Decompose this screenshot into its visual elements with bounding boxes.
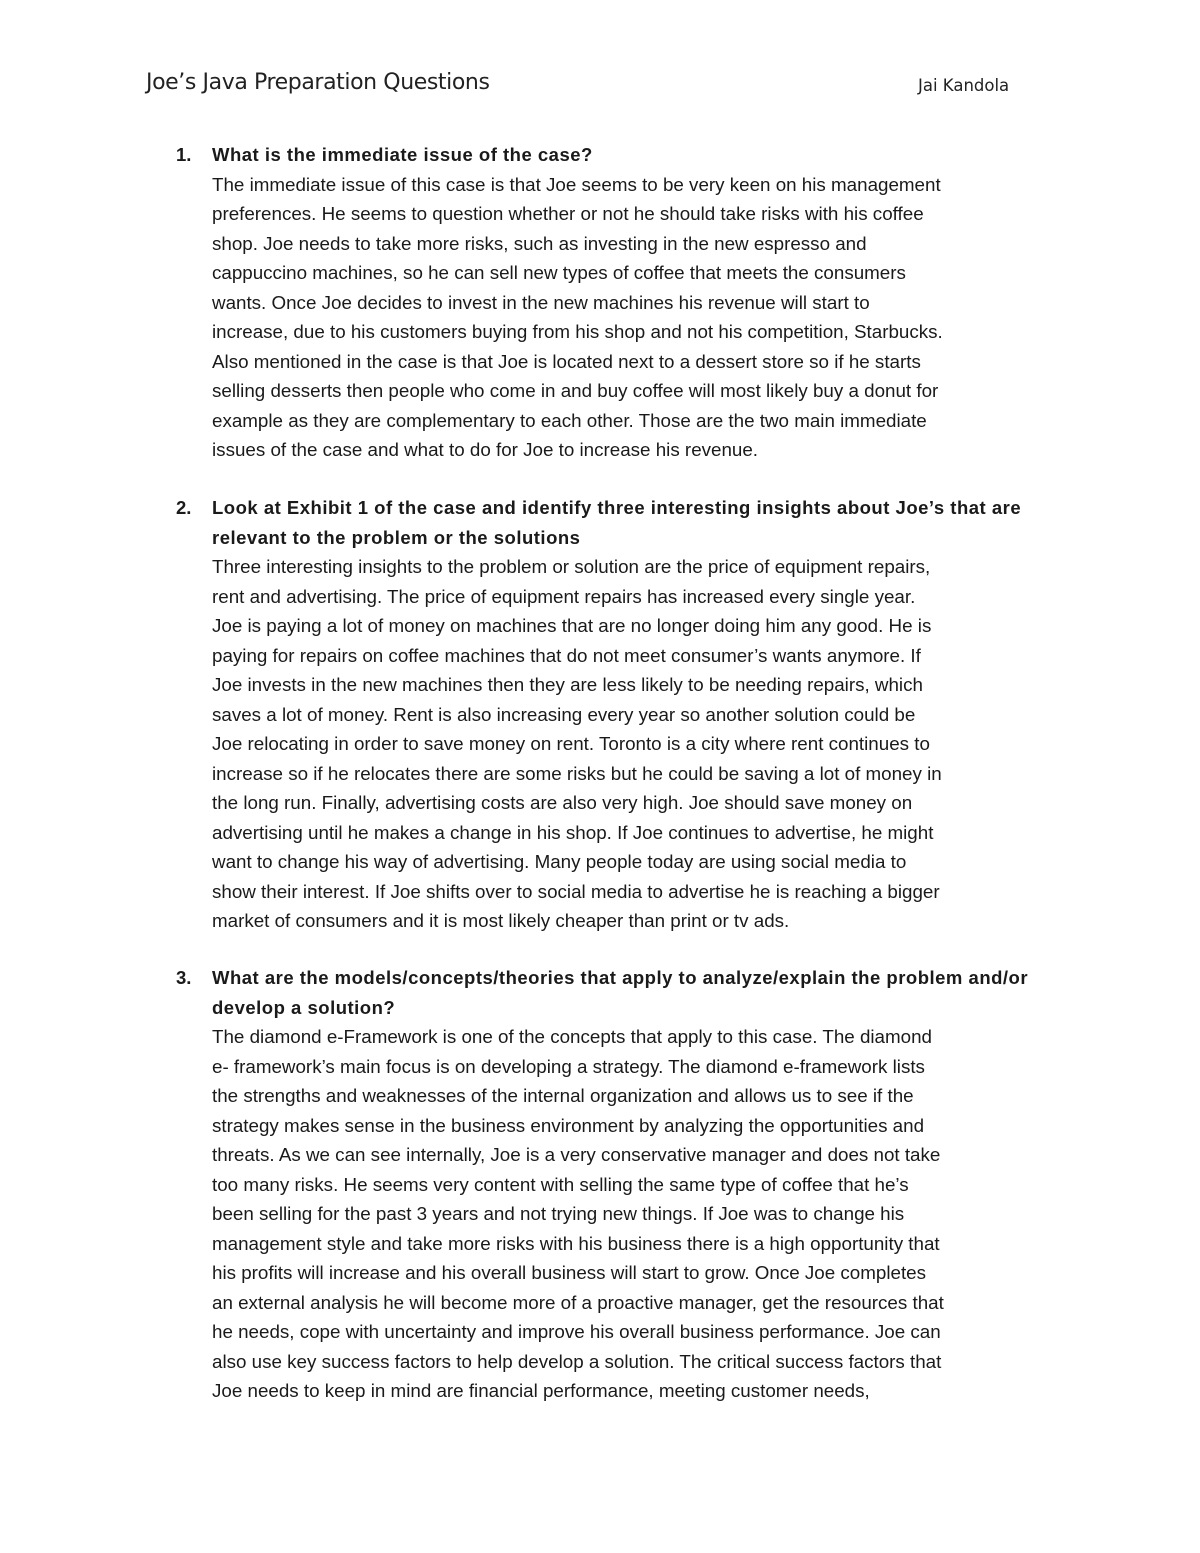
- question-number: 1.: [176, 144, 192, 165]
- question-heading: [212, 493, 1072, 552]
- answer-line: preferences. He seems to question whether or not he should take risks with his coffee: [212, 203, 924, 224]
- answer-line: management style and take more risks with his business there is a high opportunity that: [212, 1232, 940, 1254]
- answer-line: shop. Joe needs to take more risks, such as investing in the new espresso and: [212, 232, 867, 254]
- answer-line: Three interesting insights to the problem or solution are the price of equipment repairs,: [212, 556, 931, 577]
- answer-line: selling desserts then people who come in and buy coffee will most likely buy a donut for: [212, 380, 939, 401]
- answer-line: threats. As we can see internally, Joe is a very conservative manager and does not take: [212, 1144, 941, 1165]
- answer-line: example as they are complementary to each other. Those are the two main immediate: [212, 409, 927, 431]
- question-2: [176, 493, 1072, 936]
- document-author: Jai Kandola: [918, 76, 1010, 95]
- answer-line: The immediate issue of this case is that Joe seems to be very keen on his management: [212, 173, 941, 195]
- answer-line: Joe is paying a lot of money on machines that are no longer doing him any good. He is: [212, 615, 932, 636]
- question-1: [176, 140, 1072, 465]
- answer-line: the strengths and weaknesses of the internal organization and allows us to see if the: [212, 1085, 914, 1106]
- answer-line: Joe relocating in order to save money on rent. Toronto is a city where rent continues to: [212, 733, 930, 754]
- answer-text: [212, 552, 1072, 936]
- answer-line: too many risks. He seems very content with selling the same type of coffee that he’s: [212, 1173, 909, 1195]
- answer-line: also use key success factors to help develop a solution. The critical success factors that: [212, 1350, 942, 1372]
- answer-line: rent and advertising. The price of equipment repairs has increased every single year.: [212, 585, 916, 607]
- answer-line: paying for repairs on coffee machines that do not meet consumer’s wants anymore. If: [212, 644, 921, 666]
- answer-text: [212, 170, 1072, 465]
- heading-line: What are the models/concepts/theories that apply to analyze/explain the problem: [212, 967, 963, 988]
- heading-line: that are relevant to the problem or the solutions: [212, 497, 1022, 548]
- heading-line: and/or develop a solution?: [212, 967, 1029, 1018]
- answer-line: market of consumers and it is most likely cheaper than print or tv ads.: [212, 910, 790, 931]
- document-title: Joe’s Java Preparation Questions: [146, 70, 490, 95]
- heading-line: What is the immediate issue of the case?: [212, 144, 593, 165]
- question-heading: [212, 140, 1072, 170]
- question-number: 3.: [176, 967, 192, 988]
- answer-line: increase, due to his customers buying from his shop and not his competition, Starbucks.: [212, 321, 943, 342]
- heading-line: Look at Exhibit 1 of the case and identify three interesting insights about Joe’s: [212, 497, 945, 518]
- answer-line: advertising until he makes a change in his shop. If Joe continues to advertise, he might: [212, 821, 934, 843]
- answer-line: e- framework’s main focus is on developing a strategy. The diamond e-framework lists: [212, 1055, 925, 1077]
- answer-line: want to change his way of advertising. Many people today are using social media to: [212, 851, 907, 872]
- answer-line: issues of the case and what to do for Joe to increase his revenue.: [212, 439, 759, 460]
- answer-line: strategy makes sense in the business environment by analyzing the opportunities and: [212, 1114, 925, 1136]
- answer-line: saves a lot of money. Rent is also increasing every year so another solution could be: [212, 703, 916, 725]
- answer-line: show their interest. If Joe shifts over to social media to advertise he is reaching a bigger: [212, 880, 940, 902]
- answer-line: increase so if he relocates there are some risks but he could be saving a lot of money in: [212, 762, 942, 784]
- answer-line: The diamond e-Framework is one of the concepts that apply to this case. The diamond: [212, 1026, 932, 1047]
- answer-line: Joe needs to keep in mind are financial performance, meeting customer needs,: [212, 1380, 870, 1401]
- answer-text: [212, 1022, 1072, 1406]
- answer-line: an external analysis he will become more of a proactive manager, get the resources that: [212, 1291, 944, 1313]
- answer-line: the long run. Finally, advertising costs are also very high. Joe should save money on: [212, 792, 913, 813]
- question-heading: [212, 963, 1072, 1022]
- answer-line: Joe invests in the new machines then they are less likely to be needing repairs, which: [212, 674, 923, 695]
- question-number: 2.: [176, 497, 192, 518]
- answer-line: been selling for the past 3 years and not trying new things. If Joe was to change his: [212, 1203, 905, 1224]
- question-3: [176, 963, 1072, 1406]
- answer-line: he needs, cope with uncertainty and improve his overall business performance. Joe can: [212, 1321, 941, 1342]
- answer-line: cappuccino machines, so he can sell new types of coffee that meets the consumers: [212, 262, 906, 283]
- answer-line: wants. Once Joe decides to invest in the new machines his revenue will start to: [212, 291, 870, 313]
- answer-line: Also mentioned in the case is that Joe is located next to a dessert store so if he starts: [212, 350, 921, 372]
- answer-line: his profits will increase and his overall business will start to grow. Once Joe completes: [212, 1262, 926, 1283]
